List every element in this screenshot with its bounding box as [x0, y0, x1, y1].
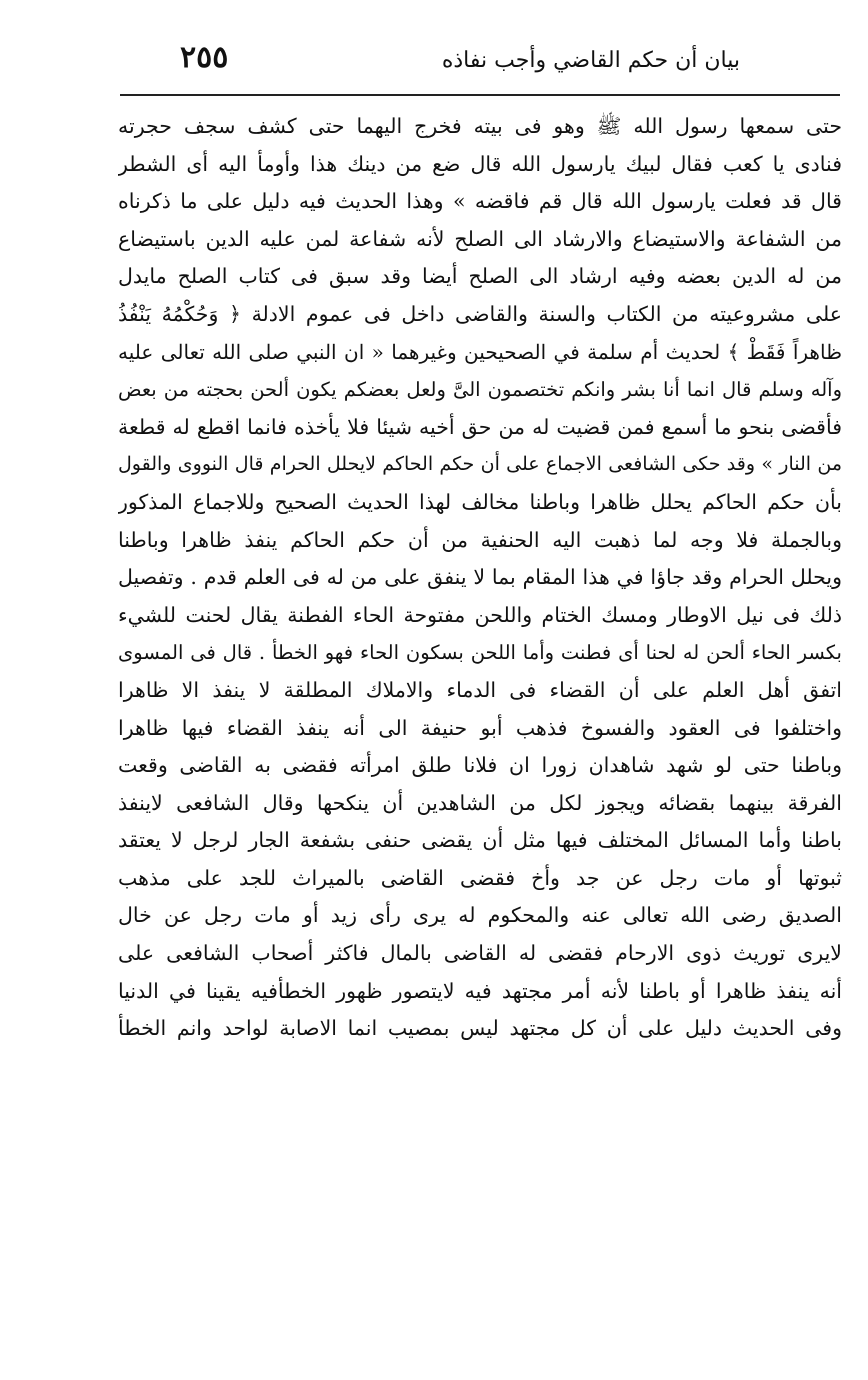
text-line: الفرقة بينهما بقضائه ويجوز لكل من الشاهدين أن ينكحها وقال الشافعى لاينفذ	[118, 790, 842, 815]
text-line: باطنا وأما المسائل المختلف فيها مثل أن يقضى حنفى بشفعة الجار لرجل لا يعتقد	[118, 828, 842, 853]
text-line: بأن حكم الحاكم يحلل ظاهرا وباطنا مخالف لهذا الحديث الصحيح وللاجماع المذكور	[118, 489, 842, 514]
text-line: لايرى توريث ذوى الارحام فقضى له القاضى بالمال فاكثر أصحاب الشافعى على	[118, 941, 842, 966]
text-line: ويحلل الحرام وقد جاؤا في هذا المقام بما لا ينفق على من له فى العلم قدم . وتفصيل	[118, 565, 842, 590]
text-line: وفى الحديث دليل على أن كل مجتهد ليس بمصيب انما الاصابة لواحد وانم الخطأ	[118, 1016, 842, 1041]
text-line: أنه ينفذ ظاهرا أو باطنا لأنه أمر مجتهد فيه لايتصور ظهور الخطأفيه يقينا في الدنيا	[118, 978, 842, 1003]
text-line: واختلفوا فى العقود والفسوخ فذهب أبو حنيفة الى أنه ينفذ القضاء فيها ظاهرا	[118, 715, 842, 740]
running-title: بيان أن حكم القاضي وأجب نفاذه	[441, 48, 740, 73]
text-line: فنادى يا كعب فقال لبيك يارسول الله قال ضع من دينك هذا وأومأ اليه أى الشطر	[118, 151, 842, 176]
text-line: اتفق أهل العلم على أن القضاء فى الدماء والاملاك المطلقة لا ينفذ الا ظاهرا	[118, 677, 842, 702]
text-line: ذلك فى نيل الاوطار ومسك الختام واللحن مفتوحة الحاء الفطنة يقال لحنت للشيء	[118, 602, 842, 627]
text-line: حتى سمعها رسول الله ﷺ وهو فى بيته فخرج اليهما حتى كشف سجف حجرته	[118, 114, 842, 138]
text-line: قال قد فعلت يارسول الله قال قم فاقضه » وهذا الحديث فيه دليل على ما ذكرناه	[118, 189, 842, 214]
text-line: من الشفاعة والاستيضاع والارشاد الى الصلح لأنه شفاعة لمن عليه الدين باستيضاع	[118, 226, 842, 251]
text-line: على مشروعيته من الكتاب والسنة والقاضى داخل فى عموم الادلة ﴿ وَحُكْمُهُ يَنْفُذُ	[118, 301, 842, 326]
text-line: وباطنا حتى لو شهد شاهدان زورا ان فلانا طلق امرأته فقضى به القاضى وقعت	[118, 753, 842, 778]
header-rule	[120, 94, 840, 96]
body-text	[118, 108, 842, 1048]
page-number: ٢٥٥	[180, 40, 229, 75]
text-line: الصديق رضى الله تعالى عنه والمحكوم له يرى رأى زيد أو مات رجل عن خال	[118, 903, 842, 928]
text-line: ظاهراً فَقَطْ ﴾ لحديث أم سلمة في الصحيحين وغيرهما « ان النبي صلى الله تعالى عليه	[118, 339, 842, 364]
text-line: وبالجملة فلا وجه لما ذهبت اليه الحنفية من أن حكم الحاكم ينفذ ظاهرا وباطنا	[118, 527, 842, 552]
text-line: فأقضى بنحو ما أسمع فمن قضيت له من حق أخيه شيئا فلا يأخذه فانما اقطع له قطعة	[118, 414, 842, 439]
text-line: ثبوتها أو مات رجل عن جد وأخ فقضى القاضى بالميراث للجد على مذهب	[118, 865, 842, 890]
text-line: من له الدين بعضه وفيه ارشاد الى الصلح أيضا وقد سبق فى كتاب الصلح مايدل	[118, 264, 842, 289]
text-line: وآله وسلم قال انما أنا بشر وانكم تختصمون الىَّ ولعل بعضكم يكون ألحن بحجته من بعض	[118, 378, 842, 402]
page-header	[120, 40, 840, 90]
text-line: من النار » وقد حكى الشافعى الاجماع على أن حكم الحاكم لايحلل الحرام قال النووى والقول	[118, 453, 842, 476]
text-line: بكسر الحاء ألحن له لحنا أى فطنت وأما اللحن بسكون الحاء فهو الخطأ . قال فى المسوى	[118, 641, 842, 665]
